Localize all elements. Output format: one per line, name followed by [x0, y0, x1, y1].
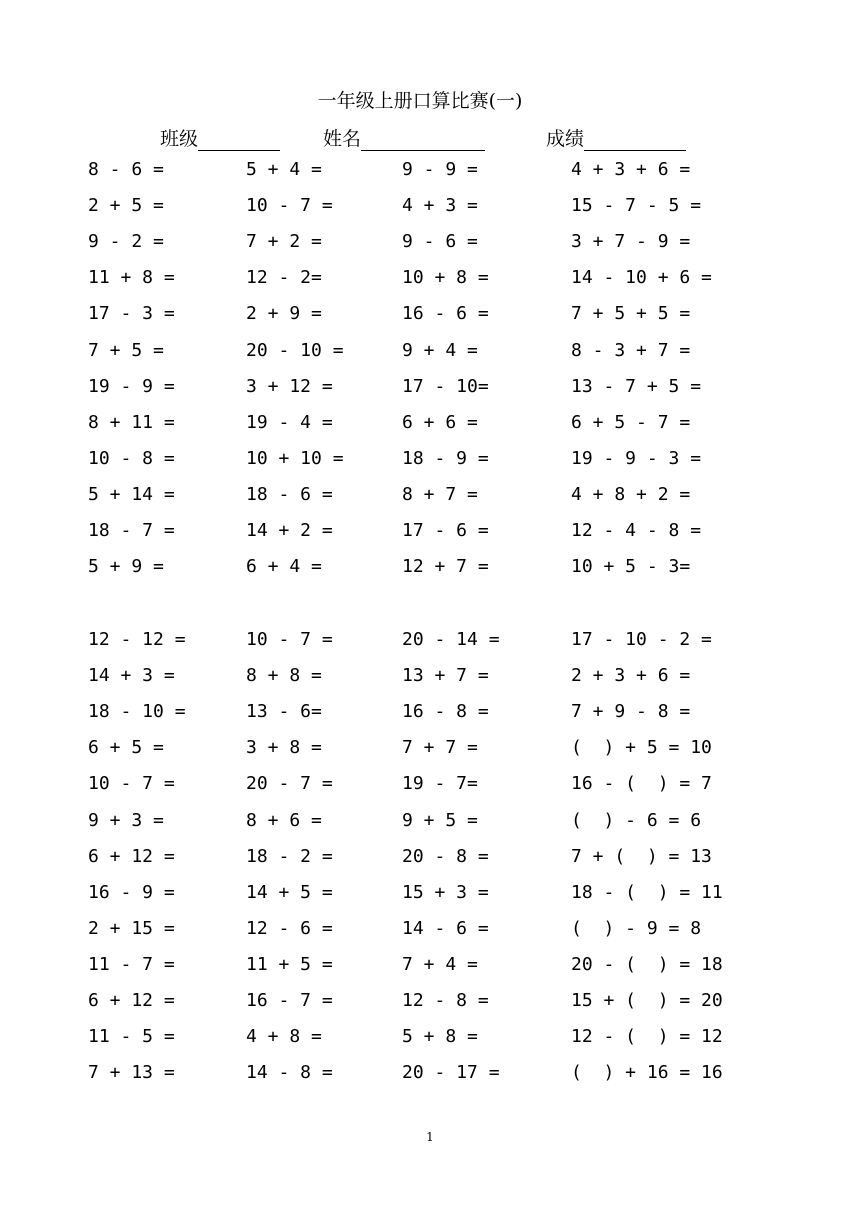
- math-problem: 12 - 12 =: [88, 629, 186, 650]
- math-problem: 12 - 8 =: [402, 990, 489, 1011]
- math-problem: ( ) + 5 = 10: [571, 737, 712, 759]
- math-problem: 17 - 10 - 2 =: [571, 629, 712, 650]
- math-problem: 2 + 15 =: [88, 917, 175, 939]
- math-problem: 14 + 3 =: [88, 665, 175, 687]
- name-blank[interactable]: [361, 131, 485, 151]
- score-label: 成绩: [546, 128, 585, 150]
- math-problem: 15 - 7 - 5 =: [571, 195, 702, 217]
- math-problem: 10 + 8 =: [402, 267, 489, 289]
- math-problem: ( ) - 6 = 6: [571, 809, 702, 831]
- math-problem: 8 - 3 + 7 =: [571, 339, 691, 361]
- math-problem: 14 - 6 =: [402, 917, 489, 939]
- math-problem: 15 + ( ) = 20: [571, 990, 723, 1011]
- math-problem: 10 - 7 =: [246, 629, 333, 650]
- math-problem: 6 + 12 =: [88, 990, 175, 1011]
- math-problem: 5 + 4 =: [246, 159, 322, 180]
- math-problem: 18 - 2 =: [246, 845, 333, 867]
- math-problem: 12 + 7 =: [402, 556, 489, 578]
- math-problem: 4 + 3 =: [402, 195, 478, 217]
- class-label: 班级: [160, 128, 199, 150]
- math-problem: 4 + 8 =: [246, 1026, 322, 1048]
- math-problem: 15 + 3 =: [402, 881, 489, 903]
- math-problem: 11 - 7 =: [88, 953, 175, 975]
- math-problem: 16 - 8 =: [402, 701, 489, 723]
- math-problem: 8 + 6 =: [246, 809, 322, 831]
- math-problem: 9 - 9 =: [402, 159, 478, 180]
- math-problem: 5 + 14 =: [88, 483, 175, 505]
- math-problem: 20 - 8 =: [402, 845, 489, 867]
- math-problem: 8 + 8 =: [246, 665, 322, 687]
- math-problem: 17 - 10=: [402, 375, 489, 397]
- math-problem: 10 - 7 =: [246, 195, 333, 217]
- math-problem: 8 + 7 =: [402, 483, 478, 505]
- math-problem: 12 - ( ) = 12: [571, 1026, 723, 1048]
- math-problem: 3 + 7 - 9 =: [571, 231, 691, 253]
- class-field: [160, 124, 280, 151]
- math-problem: 10 - 7 =: [88, 773, 175, 795]
- math-problem: 20 - 7 =: [246, 773, 333, 795]
- math-problem: 19 - 4 =: [246, 411, 333, 433]
- math-problem: 11 + 8 =: [88, 267, 175, 289]
- math-problem: 7 + 2 =: [246, 231, 322, 253]
- math-problem: 7 + 5 + 5 =: [571, 303, 691, 325]
- math-problem: 5 + 8 =: [402, 1026, 478, 1048]
- math-problem: 14 + 2 =: [246, 520, 333, 541]
- math-problem: 19 - 9 - 3 =: [571, 447, 702, 469]
- score-field: [546, 124, 686, 151]
- math-problem: 10 + 5 - 3=: [571, 556, 691, 578]
- class-blank[interactable]: [198, 131, 280, 151]
- math-problem: 11 + 5 =: [246, 953, 333, 975]
- math-problem: 7 + 5 =: [88, 339, 164, 361]
- math-problem: 9 + 3 =: [88, 809, 164, 831]
- math-problem: 6 + 4 =: [246, 556, 322, 578]
- math-problem: ( ) - 9 = 8: [571, 917, 702, 939]
- math-problem: 7 + 7 =: [402, 737, 478, 759]
- math-problem: 16 - 6 =: [402, 303, 489, 325]
- math-problem: 8 + 11 =: [88, 411, 175, 433]
- math-problem: 3 + 8 =: [246, 737, 322, 759]
- page-title: 一年级上册口算比赛(一): [317, 90, 523, 112]
- math-problem: 12 - 2=: [246, 267, 322, 289]
- math-problem: 9 - 2 =: [88, 231, 164, 253]
- math-problem: 10 - 8 =: [88, 447, 175, 469]
- math-problem: 18 - ( ) = 11: [571, 881, 723, 903]
- math-problem: 9 + 4 =: [402, 339, 478, 361]
- math-problem: 16 - 7 =: [246, 990, 333, 1011]
- math-problem: 17 - 6 =: [402, 520, 489, 541]
- math-problem: 10 + 10 =: [246, 447, 344, 469]
- math-problem: 19 - 7=: [402, 773, 478, 795]
- math-problem: 7 + 13 =: [88, 1062, 175, 1084]
- math-problem: 13 - 6=: [246, 701, 322, 723]
- math-problem: 17 - 3 =: [88, 303, 175, 325]
- math-problem: 3 + 12 =: [246, 375, 333, 397]
- math-problem: 6 + 6 =: [402, 411, 478, 433]
- math-problem: 13 + 7 =: [402, 665, 489, 687]
- math-problem: 18 - 6 =: [246, 483, 333, 505]
- math-problem: 12 - 4 - 8 =: [571, 520, 702, 541]
- math-problem: 20 - 14 =: [402, 629, 500, 650]
- math-problem: 11 - 5 =: [88, 1026, 175, 1048]
- math-problem: 13 - 7 + 5 =: [571, 375, 702, 397]
- math-problem: 6 + 5 - 7 =: [571, 411, 691, 433]
- math-problem: 6 + 12 =: [88, 845, 175, 867]
- math-problem: 8 - 6 =: [88, 159, 164, 180]
- score-blank[interactable]: [584, 131, 686, 151]
- math-problem: 20 - 10 =: [246, 339, 344, 361]
- math-problem: 18 - 9 =: [402, 447, 489, 469]
- name-label: 姓名: [323, 128, 362, 150]
- math-problem: 2 + 9 =: [246, 303, 322, 325]
- math-problem: 2 + 3 + 6 =: [571, 665, 691, 687]
- math-problem: 18 - 7 =: [88, 520, 175, 541]
- math-problem: 7 + 9 - 8 =: [571, 701, 691, 723]
- math-problem: 4 + 3 + 6 =: [571, 159, 691, 180]
- name-field: [323, 124, 485, 151]
- math-problem: 19 - 9 =: [88, 375, 175, 397]
- math-problem: 14 + 5 =: [246, 881, 333, 903]
- page-number: 1: [426, 1130, 434, 1144]
- math-problem: 18 - 10 =: [88, 701, 186, 723]
- math-problem: 4 + 8 + 2 =: [571, 483, 691, 505]
- math-problem: 9 - 6 =: [402, 231, 478, 253]
- math-problem: 7 + ( ) = 13: [571, 845, 712, 867]
- math-problem: 6 + 5 =: [88, 737, 164, 759]
- math-problem: 16 - 9 =: [88, 881, 175, 903]
- math-problem: 9 + 5 =: [402, 809, 478, 831]
- math-problem: 7 + 4 =: [402, 953, 478, 975]
- math-problem: 5 + 9 =: [88, 556, 164, 578]
- math-problem: 20 - 17 =: [402, 1062, 500, 1084]
- math-problem: 12 - 6 =: [246, 917, 333, 939]
- math-problem: 14 - 10 + 6 =: [571, 267, 712, 289]
- math-problem: 20 - ( ) = 18: [571, 953, 723, 975]
- math-problem: ( ) + 16 = 16: [571, 1062, 723, 1084]
- math-problem: 14 - 8 =: [246, 1062, 333, 1084]
- math-problem: 2 + 5 =: [88, 195, 164, 217]
- math-problem: 16 - ( ) = 7: [571, 773, 712, 795]
